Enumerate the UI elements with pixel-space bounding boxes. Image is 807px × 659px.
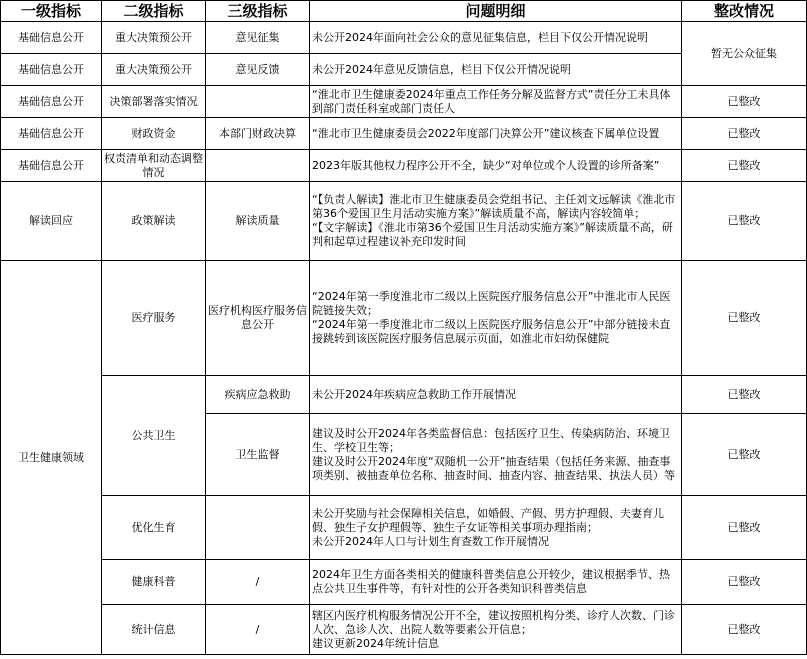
table-row bbox=[1, 605, 807, 655]
cell-level1: 基础信息公开 bbox=[1, 118, 102, 150]
detail-line: 建议更新2024年统计信息 bbox=[312, 636, 439, 650]
cell-detail bbox=[310, 182, 682, 261]
cell-status: 已整改 bbox=[682, 150, 807, 182]
cell-detail: 2024年卫生方面各类相关的健康科普类信息公开较少，建议根据季节、热点公共卫生事件等，有针对性的公开各类知识科普类信息 bbox=[310, 560, 682, 605]
cell-detail bbox=[310, 261, 682, 376]
table-row bbox=[1, 376, 807, 414]
cell-level2: 重大决策预公开 bbox=[102, 54, 206, 86]
cell-status: 已整改 bbox=[682, 560, 807, 605]
cell-status: 已整改 bbox=[682, 605, 807, 655]
table-row bbox=[1, 86, 807, 118]
cell-status: 已整改 bbox=[682, 261, 807, 376]
cell-detail: 未公开2024年疾病应急救助工作开展情况 bbox=[310, 376, 682, 414]
cell-status: 已整改 bbox=[682, 376, 807, 414]
header-level1: 一级指标 bbox=[1, 1, 102, 22]
cell-detail: 2023年版其他权力程序公开不全，缺少“对单位或个人设置的诊所备案” bbox=[310, 150, 682, 182]
header-status: 整改情况 bbox=[682, 1, 807, 22]
cell-level3 bbox=[206, 86, 310, 118]
detail-line: “【负责人解读】淮北市卫生健康委员会党组书记、主任刘文远解读《淮北市第36个爱国卫生月活动实施方案》”解读质量不高，解读内容较简单； bbox=[312, 193, 676, 220]
detail-line: 未公开2024年人口与计划生育查数工作开展情况 bbox=[312, 534, 549, 548]
cell-status: 已整改 bbox=[682, 118, 807, 150]
cell-level2-public-health: 公共卫生 bbox=[102, 376, 206, 496]
cell-level3 bbox=[206, 150, 310, 182]
cell-level2: 决策部署落实情况 bbox=[102, 86, 206, 118]
cell-level2: 健康科普 bbox=[102, 560, 206, 605]
cell-level3: 疾病应急救助 bbox=[206, 376, 310, 414]
detail-line: 辖区内医疗机构服务情况公开不全，建议按照机构分类、诊疗人次数、门诊人次、急诊人次、出院人数等要素公开信息； bbox=[312, 608, 675, 636]
detail-line: “2024年第一季度淮北市二级以上医院医疗服务信息公开”中部分链接未直接跳转到该医院医疗服务信息展示页面，如淮北市妇幼保健院 bbox=[312, 318, 671, 345]
header-level2: 二级指标 bbox=[102, 1, 206, 22]
cell-level2: 医疗服务 bbox=[102, 261, 206, 376]
cell-level1: 基础信息公开 bbox=[1, 86, 102, 118]
cell-level3: 意见反馈 bbox=[206, 54, 310, 86]
cell-level2: 政策解读 bbox=[102, 182, 206, 261]
detail-line: 建议及时公开2024年度“双随机一公开”抽查结果（包括任务来源、抽查事项类别、被抽查单位名称、抽查时间、抽查内容、抽查结果、执法人员）等 bbox=[312, 454, 675, 482]
cell-level3: 卫生监督 bbox=[206, 414, 310, 496]
cell-level2: 权责清单和动态调整情况 bbox=[102, 150, 206, 182]
cell-detail bbox=[310, 605, 682, 655]
table-row bbox=[1, 261, 807, 376]
table-row bbox=[1, 22, 807, 54]
cell-status: 已整改 bbox=[682, 182, 807, 261]
cell-level3 bbox=[206, 496, 310, 560]
cell-detail bbox=[310, 414, 682, 496]
table-row bbox=[1, 560, 807, 605]
cell-level1: 基础信息公开 bbox=[1, 22, 102, 54]
header-row bbox=[1, 1, 807, 22]
cell-detail: 未公开2024年面向社会公众的意见征集信息，栏目下仅公开情况说明 bbox=[310, 22, 682, 54]
cell-status: 已整改 bbox=[682, 86, 807, 118]
cell-level2: 统计信息 bbox=[102, 605, 206, 655]
cell-detail: 未公开2024年意见反馈信息，栏目下仅公开情况说明 bbox=[310, 54, 682, 86]
cell-level3: / bbox=[206, 560, 310, 605]
detail-line: “2024年第一季度淮北市二级以上医院医疗服务信息公开”中淮北市人民医院链接失效； bbox=[312, 290, 671, 317]
cell-level3: 解读质量 bbox=[206, 182, 310, 261]
cell-level1: 基础信息公开 bbox=[1, 150, 102, 182]
cell-detail: “淮北市卫生健康委员会2022年度部门决算公开”建议核查下属单位设置 bbox=[310, 118, 682, 150]
cell-status: 暂无公众征集 bbox=[682, 22, 807, 86]
header-detail: 问题明细 bbox=[310, 1, 682, 22]
detail-line: 未公开奖励与社会保障相关信息，如婚假、产假、男方护理假、夫妻育儿假、独生子女护理假等、独生子女证等相关事项办理指南； bbox=[312, 506, 664, 534]
cell-detail bbox=[310, 496, 682, 560]
table-row bbox=[1, 182, 807, 261]
cell-level3: / bbox=[206, 605, 310, 655]
cell-status: 已整改 bbox=[682, 496, 807, 560]
header-level3: 三级指标 bbox=[206, 1, 310, 22]
cell-level3: 意见征集 bbox=[206, 22, 310, 54]
cell-level3: 本部门财政决算 bbox=[206, 118, 310, 150]
cell-level1-health: 卫生健康领域 bbox=[1, 261, 102, 655]
table-row bbox=[1, 496, 807, 560]
cell-status: 已整改 bbox=[682, 414, 807, 496]
cell-level2: 优化生育 bbox=[102, 496, 206, 560]
table-row bbox=[1, 118, 807, 150]
cell-level2: 财政资金 bbox=[102, 118, 206, 150]
detail-line: 建议及时公开2024年各类监督信息：包括医疗卫生、传染病防治、环境卫生、学校卫生等； bbox=[312, 426, 670, 454]
detail-line: “【文字解读】《淮北市第36个爱国卫生月活动实施方案》”解读质量不高，研判和起草过程建议补充印发时间 bbox=[312, 221, 673, 248]
cell-level1: 解读回应 bbox=[1, 182, 102, 261]
cell-level3: 医疗机构医疗服务信息公开 bbox=[206, 261, 310, 376]
cell-level1: 基础信息公开 bbox=[1, 54, 102, 86]
table-row bbox=[1, 150, 807, 182]
cell-detail: “淮北市卫生健康委2024年重点工作任务分解及监督方式”责任分工未具体到部门责任科室或部门责任人 bbox=[310, 86, 682, 118]
cell-level2: 重大决策预公开 bbox=[102, 22, 206, 54]
